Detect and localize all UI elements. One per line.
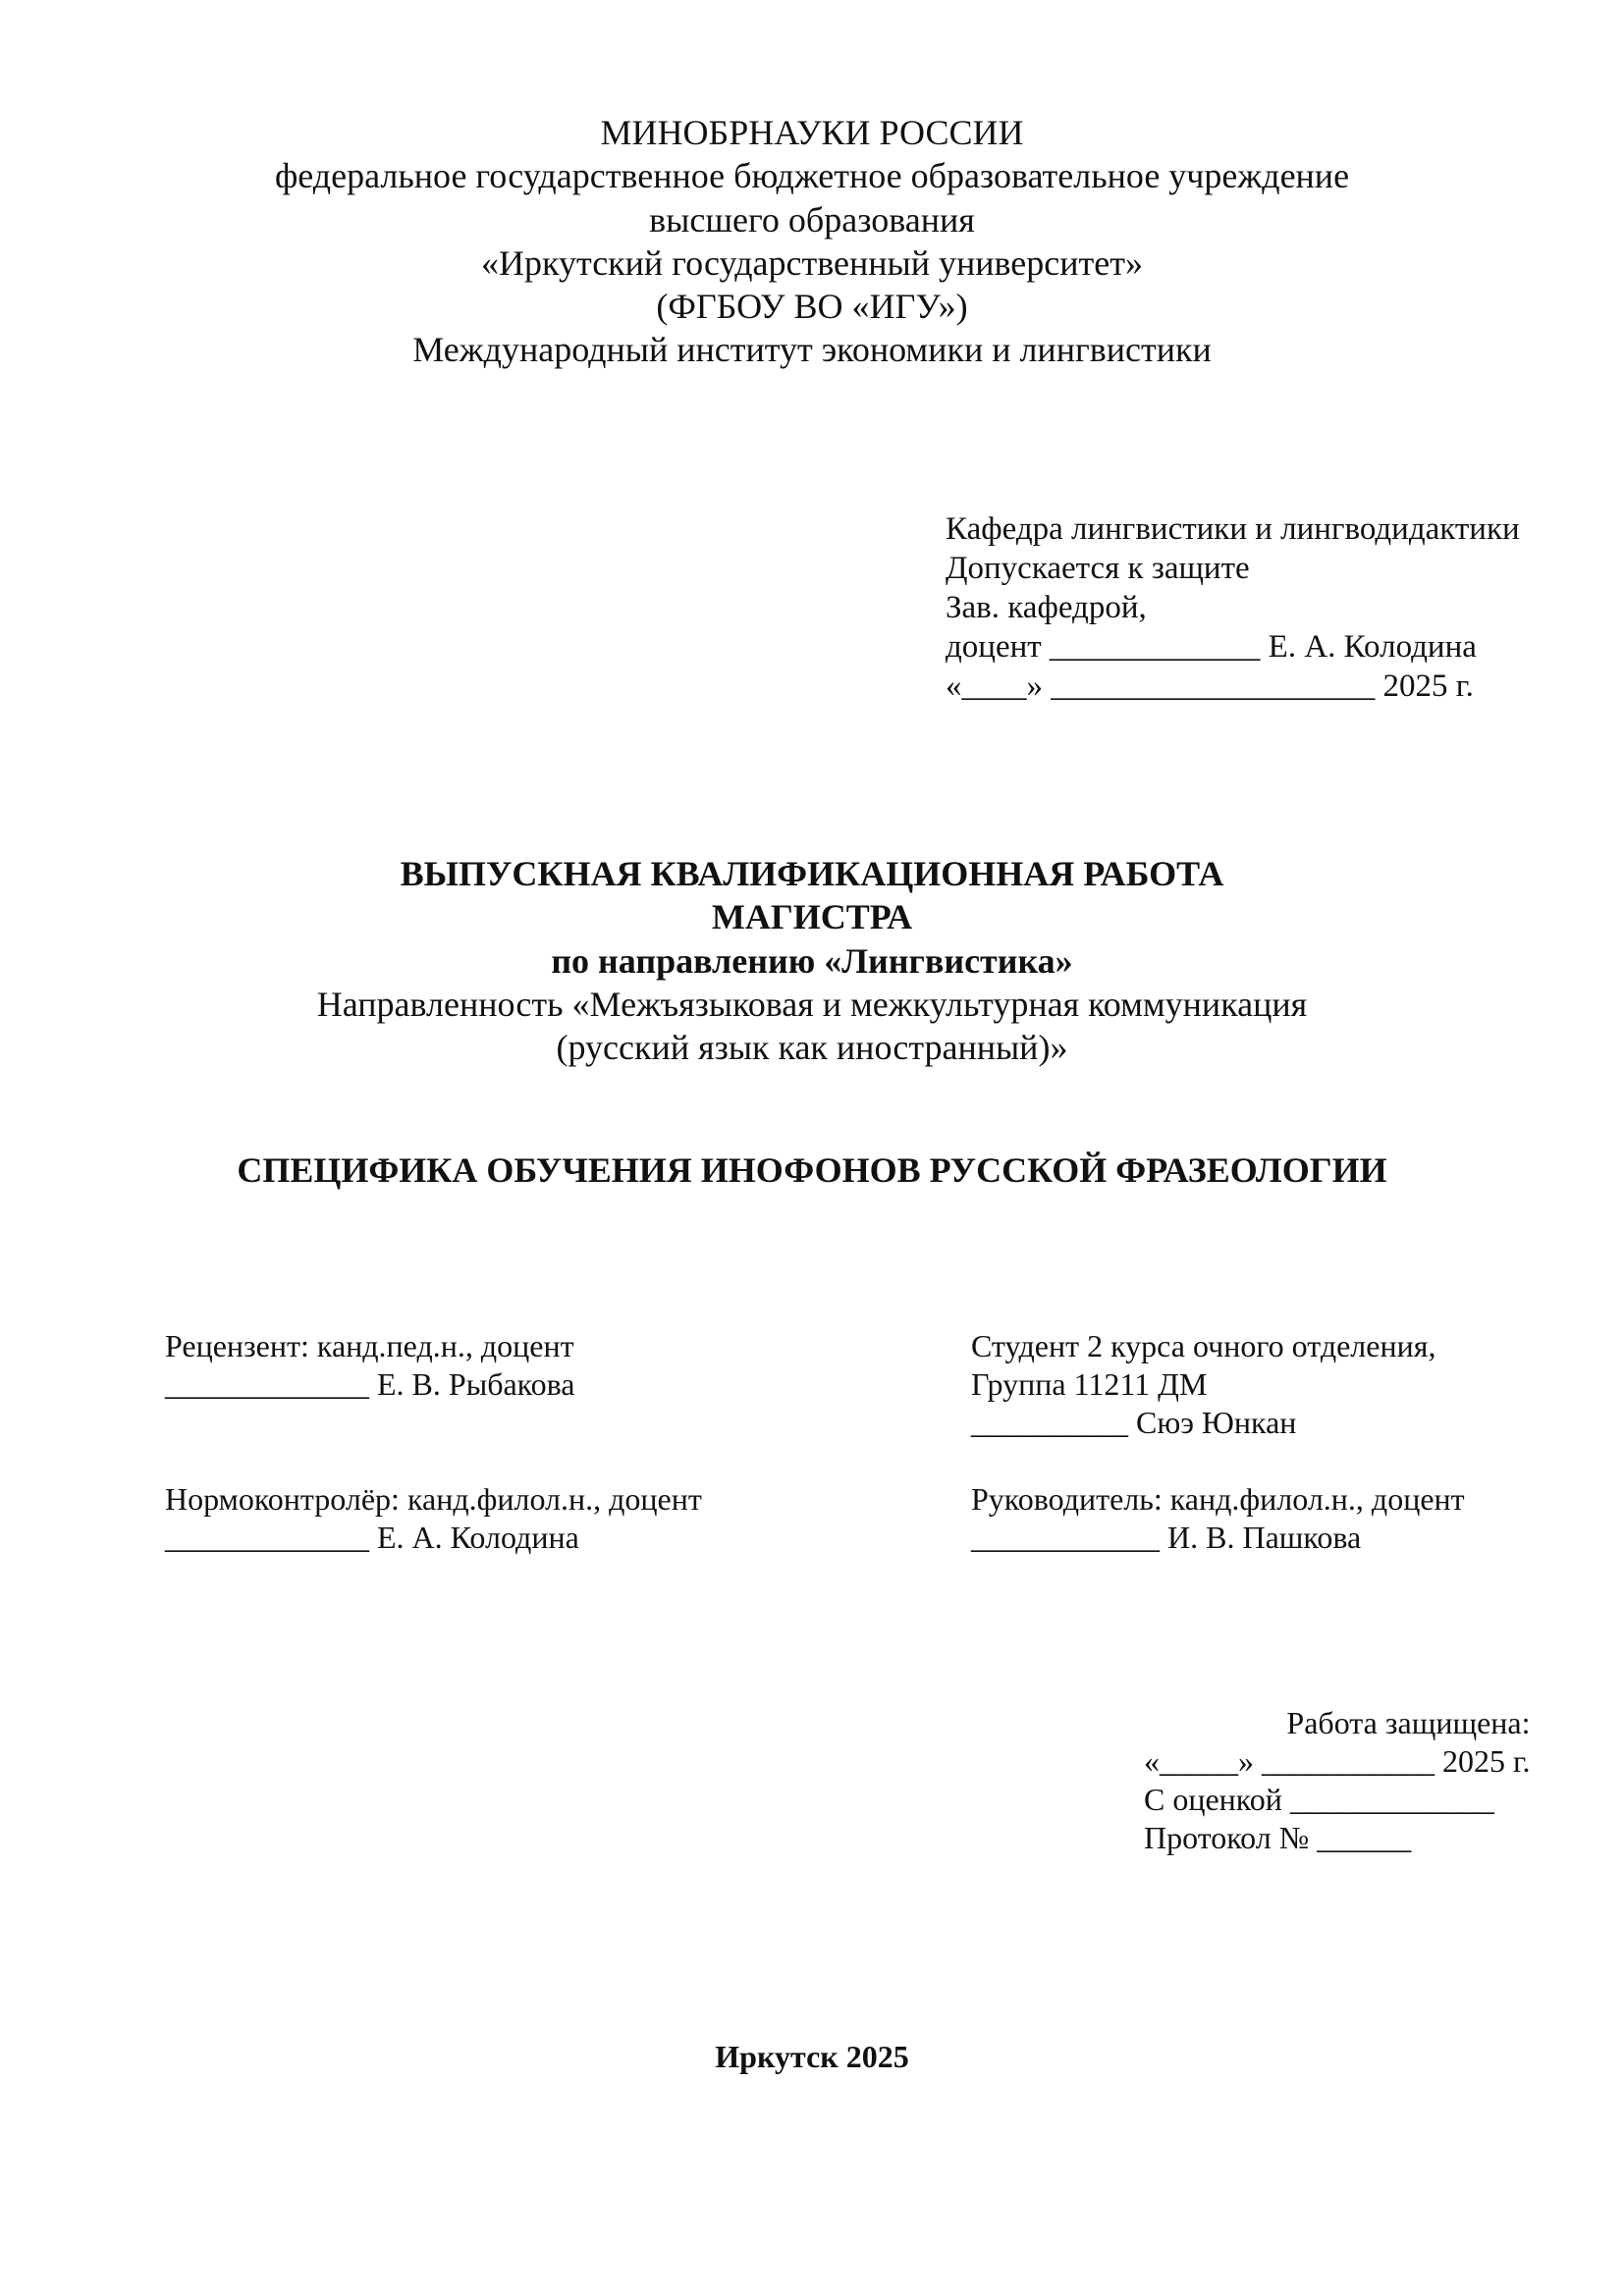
supervisor-signature: ____________ И. В. Пашкова <box>971 1520 1362 1556</box>
institution-type-line-1: федеральное государственное бюджетное образовательное учреждение <box>274 156 1350 196</box>
defense-title: Работа защищена: <box>1286 1705 1531 1740</box>
institution-type-line-2: высшего образования <box>649 199 975 240</box>
study-focus-line-2: (русский язык как иностранный)» <box>556 1028 1068 1068</box>
approval-block <box>946 510 1520 707</box>
work-type-block <box>0 852 1624 1069</box>
reviewer-block <box>165 1327 574 1404</box>
study-focus-line-1: Направленность «Межъязыковая и межкультурная коммуникация <box>316 984 1308 1024</box>
normcontrol-block <box>165 1480 702 1557</box>
institute-name: Международный институт экономики и лингвистики <box>412 330 1212 370</box>
student-role: Студент 2 курса очного отделения, <box>971 1328 1436 1363</box>
reviewer-signature: _____________ Е. В. Рыбакова <box>165 1366 575 1403</box>
department-name: Кафедра лингвистики и лингводидактики <box>946 511 1520 547</box>
reviewer-role: Рецензент: канд.пед.н., доцент <box>165 1328 574 1363</box>
supervisor-block <box>971 1480 1465 1557</box>
defense-date-line: «_____» ___________ 2025 г. <box>1144 1743 1531 1780</box>
university-abbreviation: (ФГБОУ ВО «ИГУ») <box>656 287 968 327</box>
institution-header <box>0 111 1624 372</box>
defense-block <box>1144 1704 1531 1857</box>
ministry-name: МИНОБРНАУКИ РОССИИ <box>600 113 1024 152</box>
work-type-line-2: МАГИСТРА <box>711 897 913 937</box>
defense-grade-line: С оценкой _____________ <box>1144 1782 1494 1818</box>
admitted-to-defense: Допускается к защите <box>946 550 1250 586</box>
student-group: Группа 11211 ДМ <box>971 1366 1208 1403</box>
head-of-department: Зав. кафедрой, <box>946 589 1147 625</box>
university-name: «Иркутский государственный университет» <box>481 242 1143 283</box>
thesis-title: СПЕЦИФИКА ОБУЧЕНИЯ ИНОФОНОВ РУССКОЙ ФРАЗЕОЛОГИИ <box>237 1150 1387 1190</box>
approval-date-line: «____» ____________________ 2025 г. <box>946 667 1474 704</box>
student-signature: __________ Сюэ Юнкан <box>971 1405 1297 1441</box>
work-type-line-1: ВЫПУСКНАЯ КВАЛИФИКАЦИОННАЯ РАБОТА <box>400 854 1224 893</box>
study-direction: по направлению «Лингвистика» <box>551 940 1073 981</box>
normcontrol-signature: _____________ Е. А. Колодина <box>165 1520 579 1556</box>
city-year: Иркутск 2025 <box>715 2039 909 2074</box>
supervisor-role: Руководитель: канд.филол.н., доцент <box>971 1481 1465 1517</box>
student-block <box>971 1327 1435 1442</box>
normcontrol-role: Нормоконтролёр: канд.филол.н., доцент <box>165 1481 702 1517</box>
head-signature-line: доцент _____________ Е. А. Колодина <box>946 628 1477 665</box>
defense-protocol-line: Протокол № ______ <box>1144 1820 1412 1856</box>
